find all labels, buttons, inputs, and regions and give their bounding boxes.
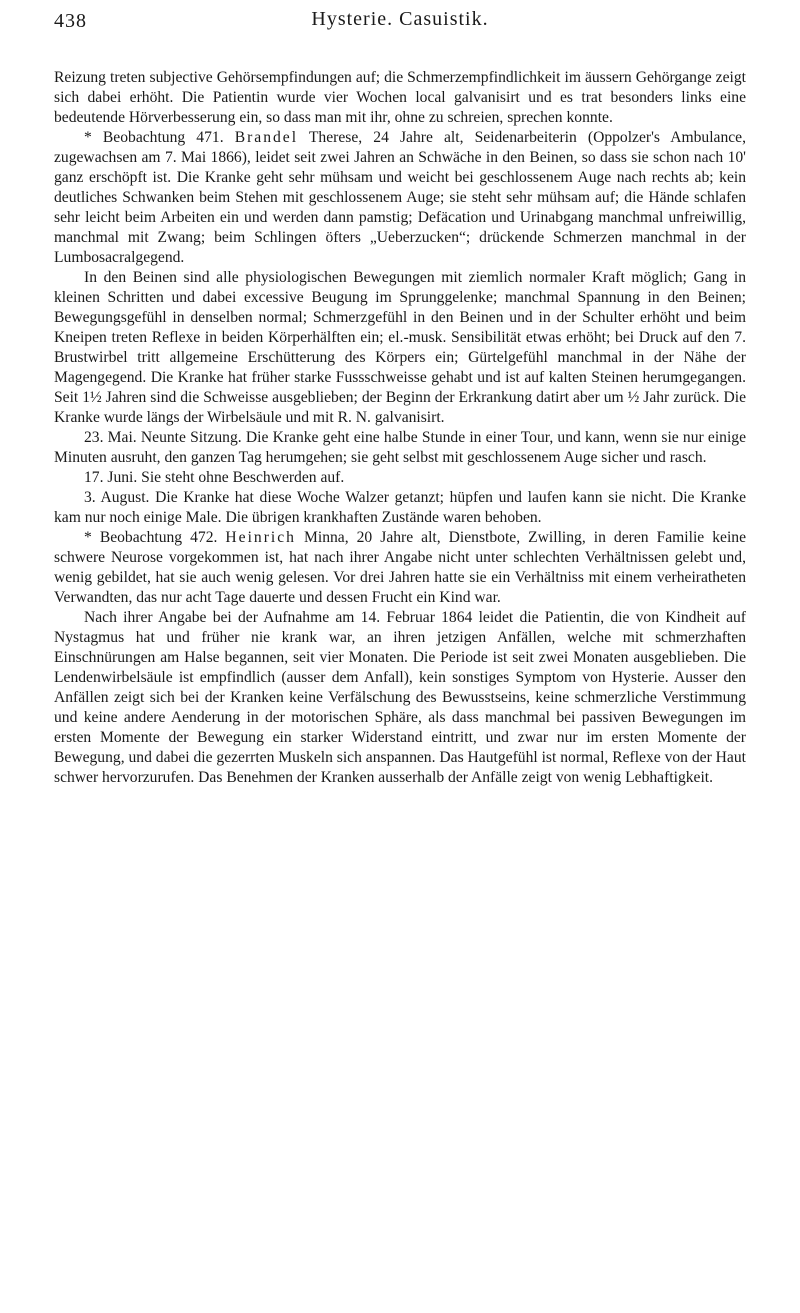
patient-surname: Brandel: [234, 129, 299, 146]
case-471-paragraph: [54, 128, 746, 268]
case-472-paragraph: [54, 528, 746, 608]
running-title: Hysterie. Casuistik.: [311, 8, 489, 30]
paragraph-text: 3. August. Die Kranke hat diese Woche Walzer getanzt; hüpfen und laufen kann sie nicht. Die Kranke kam nur noch einige Male. Die übrigen krankhaften Zustände waren behoben.: [54, 489, 746, 526]
paragraph: [54, 428, 746, 468]
page-header: [0, 8, 800, 48]
paragraph: [54, 268, 746, 428]
paragraph-text: 23. Mai. Neunte Sitzung. Die Kranke geht eine halbe Stunde in einer Tour, und kann, wenn sie nur einige Minuten ausruht, den ganzen Tag herumgehen; sie geht selbst mit geschlossenem Auge sicher und rasch.: [54, 429, 746, 466]
paragraph-text: Therese, 24 Jahre alt, Seidenarbeiterin (Oppolzer's Ambulance, zugewachsen am 7. Mai 1866), leidet seit zwei Jahren an Schwäche in den Beinen, so dass sie schon nach 10' ganz erschöpft ist. Die Kranke geht sehr mühsam und weicht bei geschlossenem Auge nach rechts ab; kein deutliches Schwanken beim Stehen mit geschlossenem Auge; sie steht sehr mühsam auf; die Hände schlafen sehr leicht beim Arbeiten ein und werden dann pamstig; Defäcation und Urinabgang manchmal unfreiwillig, manchmal mit Zwang; beim Schlingen öfters „Ueberzucken“; drückende Schmerzen manchmal in der Lumbosacralgegend.: [54, 129, 746, 266]
patient-surname: Heinrich: [225, 529, 296, 546]
paragraph-continuation: [54, 68, 746, 128]
paragraph-text: Minna, 20 Jahre alt, Dienstbote, Zwilling, in deren Familie keine schwere Neurose vorgekommen ist, hat nach ihrer Angabe nicht unter schlechten Verhältnissen gelebt und, wenig gebildet, hat sie auch wenig gelesen. Vor drei Jahren hatte sie ein Verhältniss mit einem verheiratheten Verwandten, das nur acht Tage dauerte und dessen Frucht ein Kind war.: [54, 529, 746, 606]
page-number: 438: [54, 10, 87, 32]
paragraph: [54, 608, 746, 788]
paragraph-text: Nach ihrer Angabe bei der Aufnahme am 14. Februar 1864 leidet die Patientin, die von Kindheit auf Nystagmus hat und früher nie krank war, an ihren jetzigen Anfällen, welche mit schmerzhaften Einschnürungen am Halse begannen, seit vier Monaten. Die Periode ist seit zwei Monaten ausgeblieben. Die Lendenwirbelsäule ist empfindlich (ausser dem Anfall), kein sonstiges Symptom von Hysterie. Ausser den Anfällen zeigt sich bei der Kranken keine Verfälschung des Bewusstseins, keine schmerzliche Verstimmung und keine andere Aenderung in der motorischen Sphäre, als dass manchmal bei passiven Bewegungen im ersten Momente der Bewegung ein starker Widerstand eintritt, und zwar nur im ersten Momente der Bewegung, und dabei die gezerrten Muskeln sich anspannen. Das Hautgefühl ist normal, Reflexe von der Haut schwer hervorzurufen. Das Benehmen der Kranken ausserhalb der Anfälle zeigt von wenig Lebhaftigkeit.: [54, 609, 746, 786]
case-number: * Beobachtung 472.: [84, 529, 226, 546]
body-text: [54, 68, 746, 788]
paragraph: [54, 468, 746, 488]
paragraph-text: In den Beinen sind alle physiologischen Bewegungen mit ziemlich normaler Kraft möglich; Gang in kleinen Schritten und dabei excessive Beugung im Sprunggelenke; manchmal Spannung in den Beinen; Bewegungsgefühl in denselben normal; Schmerzgefühl in den Beinen und in der Schulter erhöht und beim Kneipen treten Reflexe in beiden Körperhälften ein; el.-musk. Sensibilität etwas erhöht; bei Druck auf den 7. Brustwirbel tritt allgemeine Erschütterung des Körpers ein; Gürtelgefühl manchmal in der Nähe der Magengegend. Die Kranke hat früher starke Fussschweisse gehabt und ist auf kalten Steinen herumgegangen. Seit 1½ Jahren sind die Schweisse ausgeblieben; der Beginn der Erkrankung datirt aber um ½ Jahr zurück. Die Kranke wurde längs der Wirbelsäule und mit R. N. galvanisirt.: [54, 269, 746, 426]
paragraph: [54, 488, 746, 528]
paragraph-text: 17. Juni. Sie steht ohne Beschwerden auf.: [84, 469, 345, 486]
case-number: * Beobachtung 471.: [84, 129, 235, 146]
paragraph-text: Reizung treten subjective Gehörsempfindungen auf; die Schmerzempfindlichkeit im äussern Gehörgange zeigt sich dabei erhöht. Die Patientin wurde vier Wochen local galvanisirt und es trat besonders links eine bedeutende Hörverbesserung ein, so dass man mit ihr, ohne zu schreien, sprechen konnte.: [54, 69, 746, 126]
